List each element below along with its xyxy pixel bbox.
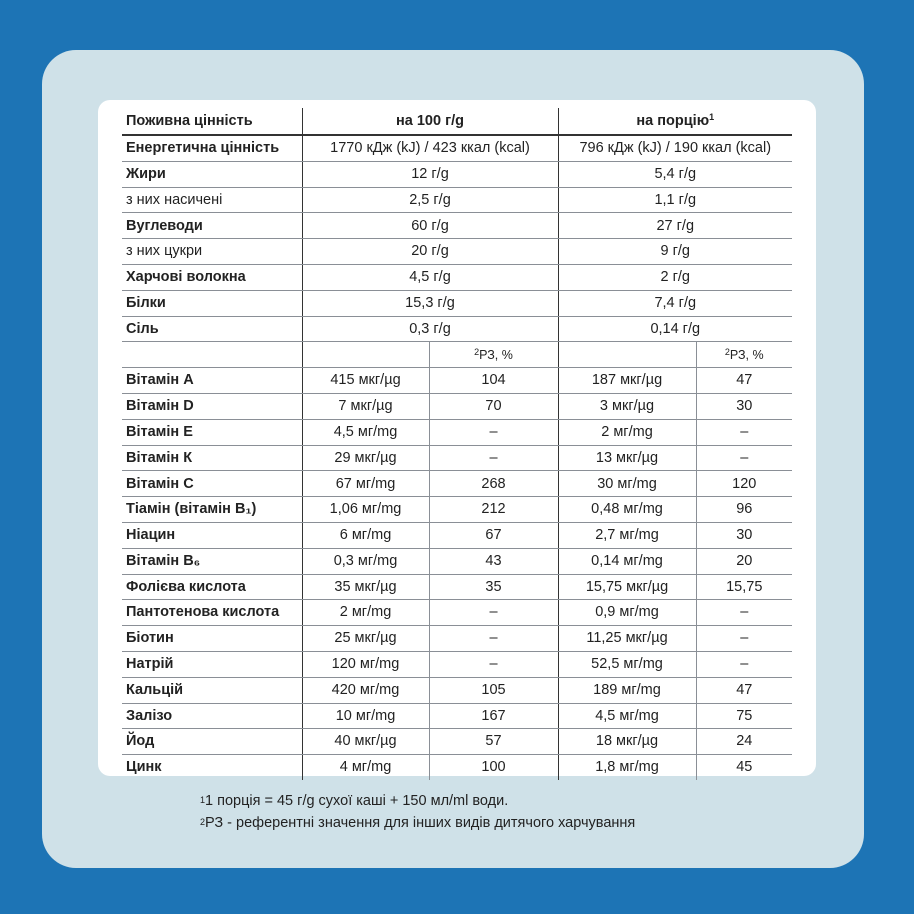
- nutrient-label: Натрій: [122, 651, 302, 677]
- value-per-portion: 3 мкг/µg: [558, 393, 696, 419]
- percent-per-100g: 35: [429, 574, 558, 600]
- table-row: [122, 471, 792, 497]
- value-per-100g: 15,3 г/g: [302, 290, 558, 316]
- value-per-portion: 0,9 мг/mg: [558, 600, 696, 626]
- value-per-100g: 0,3 г/g: [302, 316, 558, 342]
- percent-per-portion: –: [696, 626, 792, 652]
- value-per-portion: 11,25 мкг/µg: [558, 626, 696, 652]
- nutrient-label: Вітамін К: [122, 445, 302, 471]
- nutrient-label: Цинк: [126, 759, 162, 776]
- percent-per-portion: 30: [696, 393, 792, 419]
- value-per-100g: 415 мкг/µg: [302, 368, 429, 394]
- empty-value-cell: [302, 342, 429, 368]
- value-per-portion: 18 мкг/µg: [558, 729, 696, 755]
- nutrient-label: Пантотенова кислота: [122, 600, 302, 626]
- percent-per-portion: –: [696, 419, 792, 445]
- table-row: [122, 187, 792, 213]
- value-per-portion: 796 кДж (kJ) / 190 ккал (kcal): [558, 135, 792, 161]
- value-per-100g: 420 мг/mg: [302, 677, 429, 703]
- nutrient-label: Вітамін D: [122, 393, 302, 419]
- value-per-100g: 1,06 мг/mg: [302, 497, 429, 523]
- percent-per-100g: –: [429, 651, 558, 677]
- table-row: [122, 548, 792, 574]
- percent-per-portion: 20: [696, 548, 792, 574]
- nutrient-label: Вітамін Е: [122, 419, 302, 445]
- value-per-100g: 12 г/g: [302, 161, 558, 187]
- table-row: [122, 755, 792, 780]
- table-row: [122, 419, 792, 445]
- table-row: [122, 239, 792, 265]
- empty-value-cell: [558, 342, 696, 368]
- table-row: [122, 574, 792, 600]
- value-per-100g: 7 мкг/µg: [302, 393, 429, 419]
- value-per-100g: 0,3 мг/mg: [302, 548, 429, 574]
- percent-per-100g: 105: [429, 677, 558, 703]
- table-row: [122, 368, 792, 394]
- nutrient-label: Жири: [122, 161, 302, 187]
- value-per-portion: 1,1 г/g: [558, 187, 792, 213]
- nutrient-label: Тіамін (вітамін В₁): [122, 497, 302, 523]
- nutrient-label: Ніацин: [122, 522, 302, 548]
- value-per-portion: 0,48 мг/mg: [558, 497, 696, 523]
- percent-header-portion: $^2$РЗ, %: [696, 342, 792, 368]
- percent-per-portion: 24: [696, 729, 792, 755]
- nutrient-label: з них цукри: [122, 239, 302, 265]
- nutrient-label: Харчові волокна: [122, 264, 302, 290]
- percent-per-portion: –: [696, 651, 792, 677]
- percent-per-portion: 30: [696, 522, 792, 548]
- value-per-100g: 60 г/g: [302, 213, 558, 239]
- percent-per-100g: 43: [429, 548, 558, 574]
- value-per-portion: 2 г/g: [558, 264, 792, 290]
- value-per-portion: 2,7 мг/mg: [558, 522, 696, 548]
- percent-per-portion: –: [696, 600, 792, 626]
- nutrient-label: Біотин: [122, 626, 302, 652]
- value-per-portion: 0,14 мг/mg: [558, 548, 696, 574]
- header-per-100g: на 100 г/g: [302, 108, 558, 135]
- value-per-100g: 20 г/g: [302, 239, 558, 265]
- value-per-100g: 4,5 г/g: [302, 264, 558, 290]
- nutrient-label: Сіль: [122, 316, 302, 342]
- nutrient-label: Вітамін С: [122, 471, 302, 497]
- percent-per-portion: 47: [696, 677, 792, 703]
- value-per-100g: 35 мкг/µg: [302, 574, 429, 600]
- table-row: [122, 290, 792, 316]
- nutrient-label: Кальцій: [122, 677, 302, 703]
- table-row: [122, 135, 792, 161]
- table-row: [122, 651, 792, 677]
- percent-per-100g: 67: [429, 522, 558, 548]
- percent-per-portion: 75: [696, 703, 792, 729]
- percent-per-100g: 104: [429, 368, 558, 394]
- table-row: [122, 703, 792, 729]
- value-per-portion: 15,75 мкг/µg: [558, 574, 696, 600]
- value-per-portion: 189 мг/mg: [558, 677, 696, 703]
- percent-per-100g: –: [429, 626, 558, 652]
- value-per-portion: 9 г/g: [558, 239, 792, 265]
- percent-per-portion: 15,75: [696, 574, 792, 600]
- value-per-portion: 187 мкг/µg: [558, 368, 696, 394]
- header-per-portion: на порцію$^1$: [558, 108, 792, 135]
- value-per-portion: 30 мг/mg: [558, 471, 696, 497]
- percent-per-100g: –: [429, 445, 558, 471]
- table-row: [122, 626, 792, 652]
- table-row: [122, 677, 792, 703]
- empty-label-cell: [122, 342, 302, 368]
- table-row: [122, 213, 792, 239]
- nutrient-label: Йод: [122, 729, 302, 755]
- value-per-portion: 1,8 мг/mg: [558, 755, 696, 780]
- value-per-100g: 6 мг/mg: [302, 522, 429, 548]
- value-per-100g: 4,5 мг/mg: [302, 419, 429, 445]
- percent-header-100g: $^2$РЗ, %: [429, 342, 558, 368]
- value-per-portion: 7,4 г/g: [558, 290, 792, 316]
- value-per-portion: 0,14 г/g: [558, 316, 792, 342]
- footnotes: [200, 790, 635, 834]
- percent-per-100g: 100: [429, 755, 558, 780]
- nutrient-label: Залізо: [122, 703, 302, 729]
- value-per-100g: 40 мкг/µg: [302, 729, 429, 755]
- nutrient-label: Фолієва кислота: [122, 574, 302, 600]
- percent-per-portion: 120: [696, 471, 792, 497]
- value-per-100g: 25 мкг/µg: [302, 626, 429, 652]
- value-per-100g: 29 мкг/µg: [302, 445, 429, 471]
- table-row: [122, 264, 792, 290]
- nutrient-label: Вітамін А: [122, 368, 302, 394]
- nutrient-label: Білки: [122, 290, 302, 316]
- percent-per-100g: 70: [429, 393, 558, 419]
- table-header-row: [122, 108, 792, 135]
- value-per-100g: 67 мг/mg: [302, 471, 429, 497]
- value-per-100g: 10 мг/mg: [302, 703, 429, 729]
- value-per-portion: 52,5 мг/mg: [558, 651, 696, 677]
- percent-per-100g: –: [429, 600, 558, 626]
- value-per-100g: 1770 кДж (kJ) / 423 ккал (kcal): [302, 135, 558, 161]
- percent-per-100g: 212: [429, 497, 558, 523]
- table-row: [122, 161, 792, 187]
- value-per-100g: 2,5 г/g: [302, 187, 558, 213]
- value-per-portion: 27 г/g: [558, 213, 792, 239]
- table-row: [122, 729, 792, 755]
- percent-per-100g: 167: [429, 703, 558, 729]
- percent-per-100g: –: [429, 419, 558, 445]
- nutrient-label: з них насичені: [122, 187, 302, 213]
- value-per-portion: 4,5 мг/mg: [558, 703, 696, 729]
- value-per-portion: 13 мкг/µg: [558, 445, 696, 471]
- nutrient-label: Вітамін В₆: [122, 548, 302, 574]
- nutrient-label: Вуглеводи: [122, 213, 302, 239]
- table-row: [122, 600, 792, 626]
- header-nutrient-label: Поживна цінність: [122, 108, 302, 135]
- percent-per-portion: –: [696, 445, 792, 471]
- percent-per-100g: 268: [429, 471, 558, 497]
- value-per-portion: 5,4 г/g: [558, 161, 792, 187]
- value-per-100g: 120 мг/mg: [302, 651, 429, 677]
- value-per-portion: 2 мг/mg: [558, 419, 696, 445]
- table-row: [122, 522, 792, 548]
- nutrient-label: Енергетична цінність: [122, 135, 302, 161]
- table-row: [122, 445, 792, 471]
- nutrition-table: [122, 108, 792, 780]
- percent-per-portion: 47: [696, 368, 792, 394]
- value-per-100g: 4 мг/mg: [302, 755, 429, 780]
- table-row: [122, 393, 792, 419]
- footnote-2: $^2$РЗ - референтні значення для інших видів дитячого харчування: [200, 815, 636, 831]
- percent-header-row: [122, 342, 792, 368]
- percent-per-portion: 96: [696, 497, 792, 523]
- percent-per-portion: 45: [696, 755, 792, 780]
- percent-per-100g: 57: [429, 729, 558, 755]
- value-per-100g: 2 мг/mg: [302, 600, 429, 626]
- table-row: [122, 316, 792, 342]
- table-row: [122, 497, 792, 523]
- footnote-1: $^1$1 порція = 45 г/g сухої каші + 150 мл/ml води.: [200, 793, 509, 809]
